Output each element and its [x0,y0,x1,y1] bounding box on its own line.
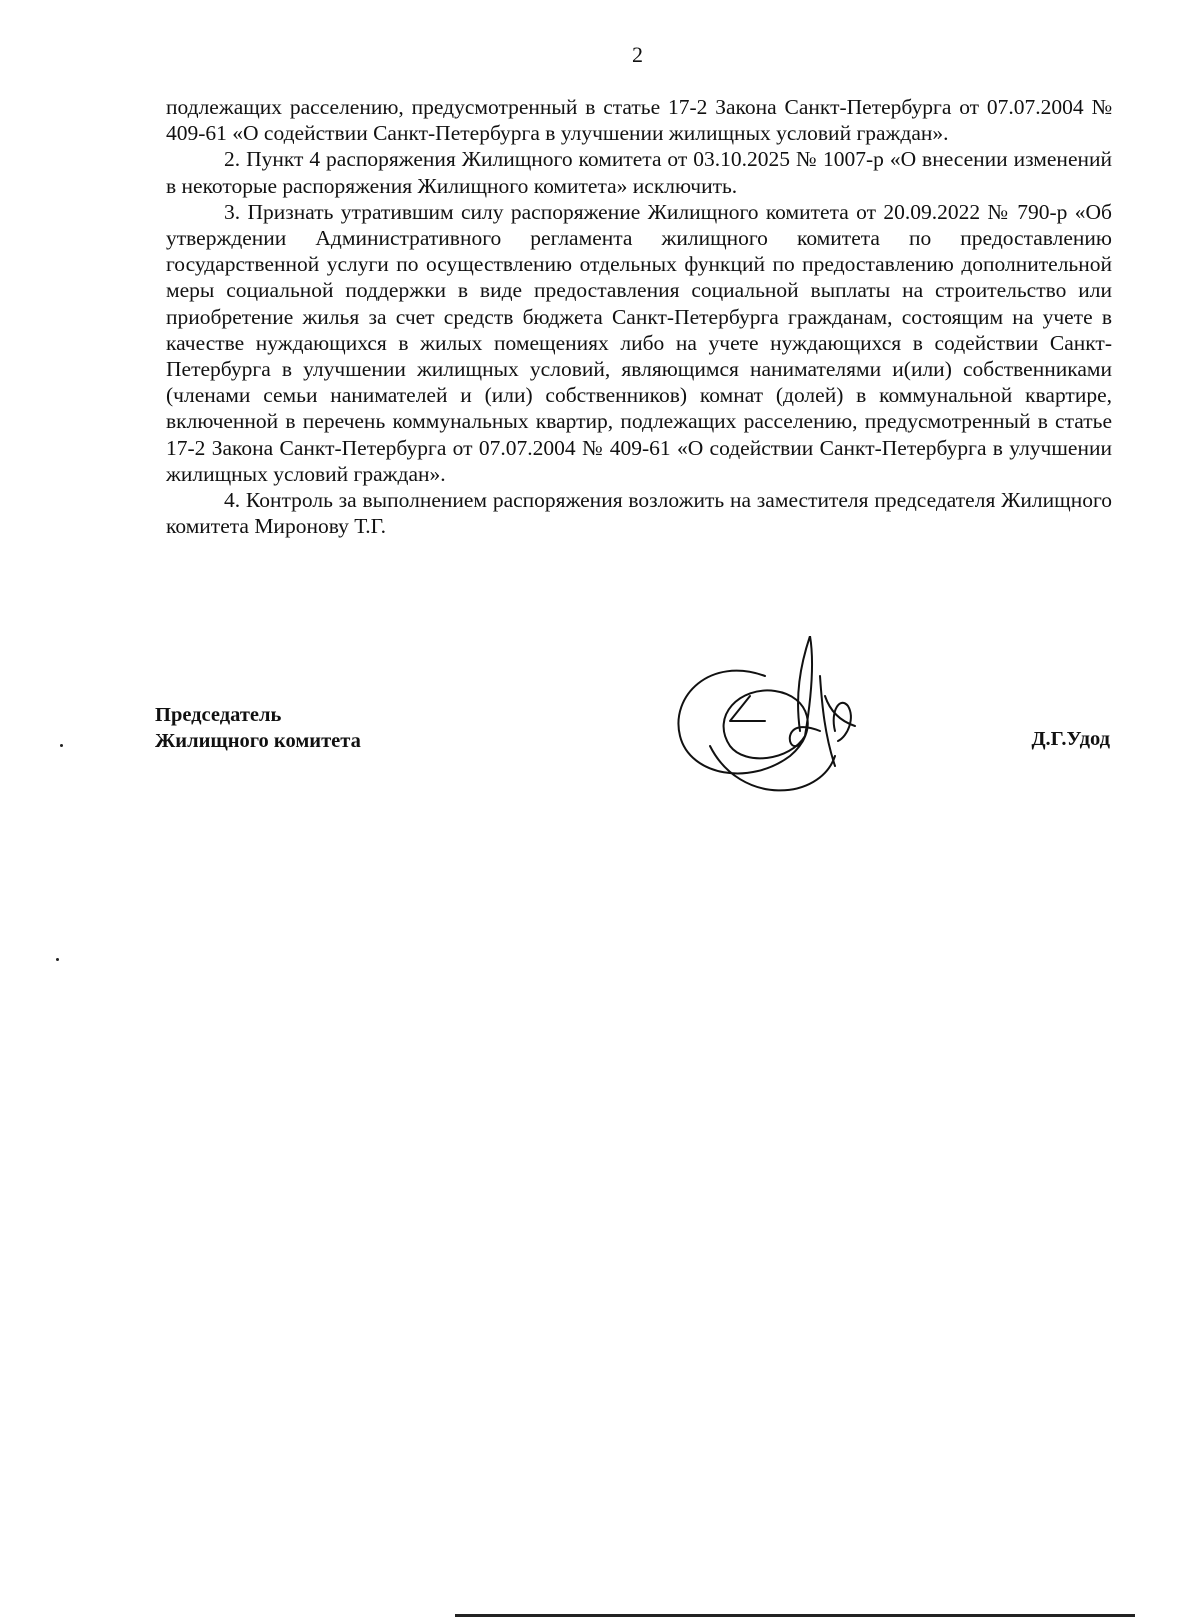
paragraph-item-2: 2. Пункт 4 распоряжения Жилищного комитета от 03.10.2025 № 1007-р «О внесении изменений в некоторые распоряжения Жилищного комитета» исключить. [166,147,1112,198]
scan-speck [56,958,59,961]
signatory-title [155,702,361,754]
signatory-name: Д.Г.Удод [1031,728,1110,750]
document-body [166,94,1112,539]
paragraph-item-4: 4. Контроль за выполнением распоряжения возложить на заместителя председателя Жилищного комитета Миронову Т.Г. [166,488,1112,539]
handwritten-signature [670,636,910,816]
page-number: 2 [632,42,643,67]
scan-edge-line [455,1614,1135,1617]
signatory-title-line-1: Председатель [155,704,282,726]
paragraph-item-3: 3. Признать утратившим силу распоряжение Жилищного комитета от 20.09.2022 № 790-р «Об утверждении Административного регламента жилищного комитета по предоставлению государственной услуги по осуществлению отдельных функций по предоставлению дополнительной меры социальной поддержки в виде предоставления социальной выплаты на строительство или приобретение жилья за счет средств бюджета Санкт-Петербурга гражданам, состоящим на учете в качестве нуждающихся в жилых помещениях либо на учете нуждающихся в содействии Санкт-Петербурга в улучшении жилищных условий, являющимся нанимателями и(или) собственниками (членами семьи нанимателей и (или) собственников) комнат (долей) в коммунальной квартире, включенной в перечень коммунальных квартир, подлежащих расселению, предусмотренный в статье 17-2 Закона Санкт-Петербурга от 07.07.2004 № 409-61 «О содействии Санкт-Петербурга в улучшении жилищных условий граждан». [166,199,1112,486]
scan-speck [60,744,63,747]
paragraph-continuation: подлежащих расселению, предусмотренный в статье 17-2 Закона Санкт-Петербурга от 07.07.2004 № 409-61 «О содействии Санкт-Петербурга в улучшении жилищных условий граждан». [166,95,1112,146]
signatory-title-line-2: Жилищного комитета [155,730,361,752]
